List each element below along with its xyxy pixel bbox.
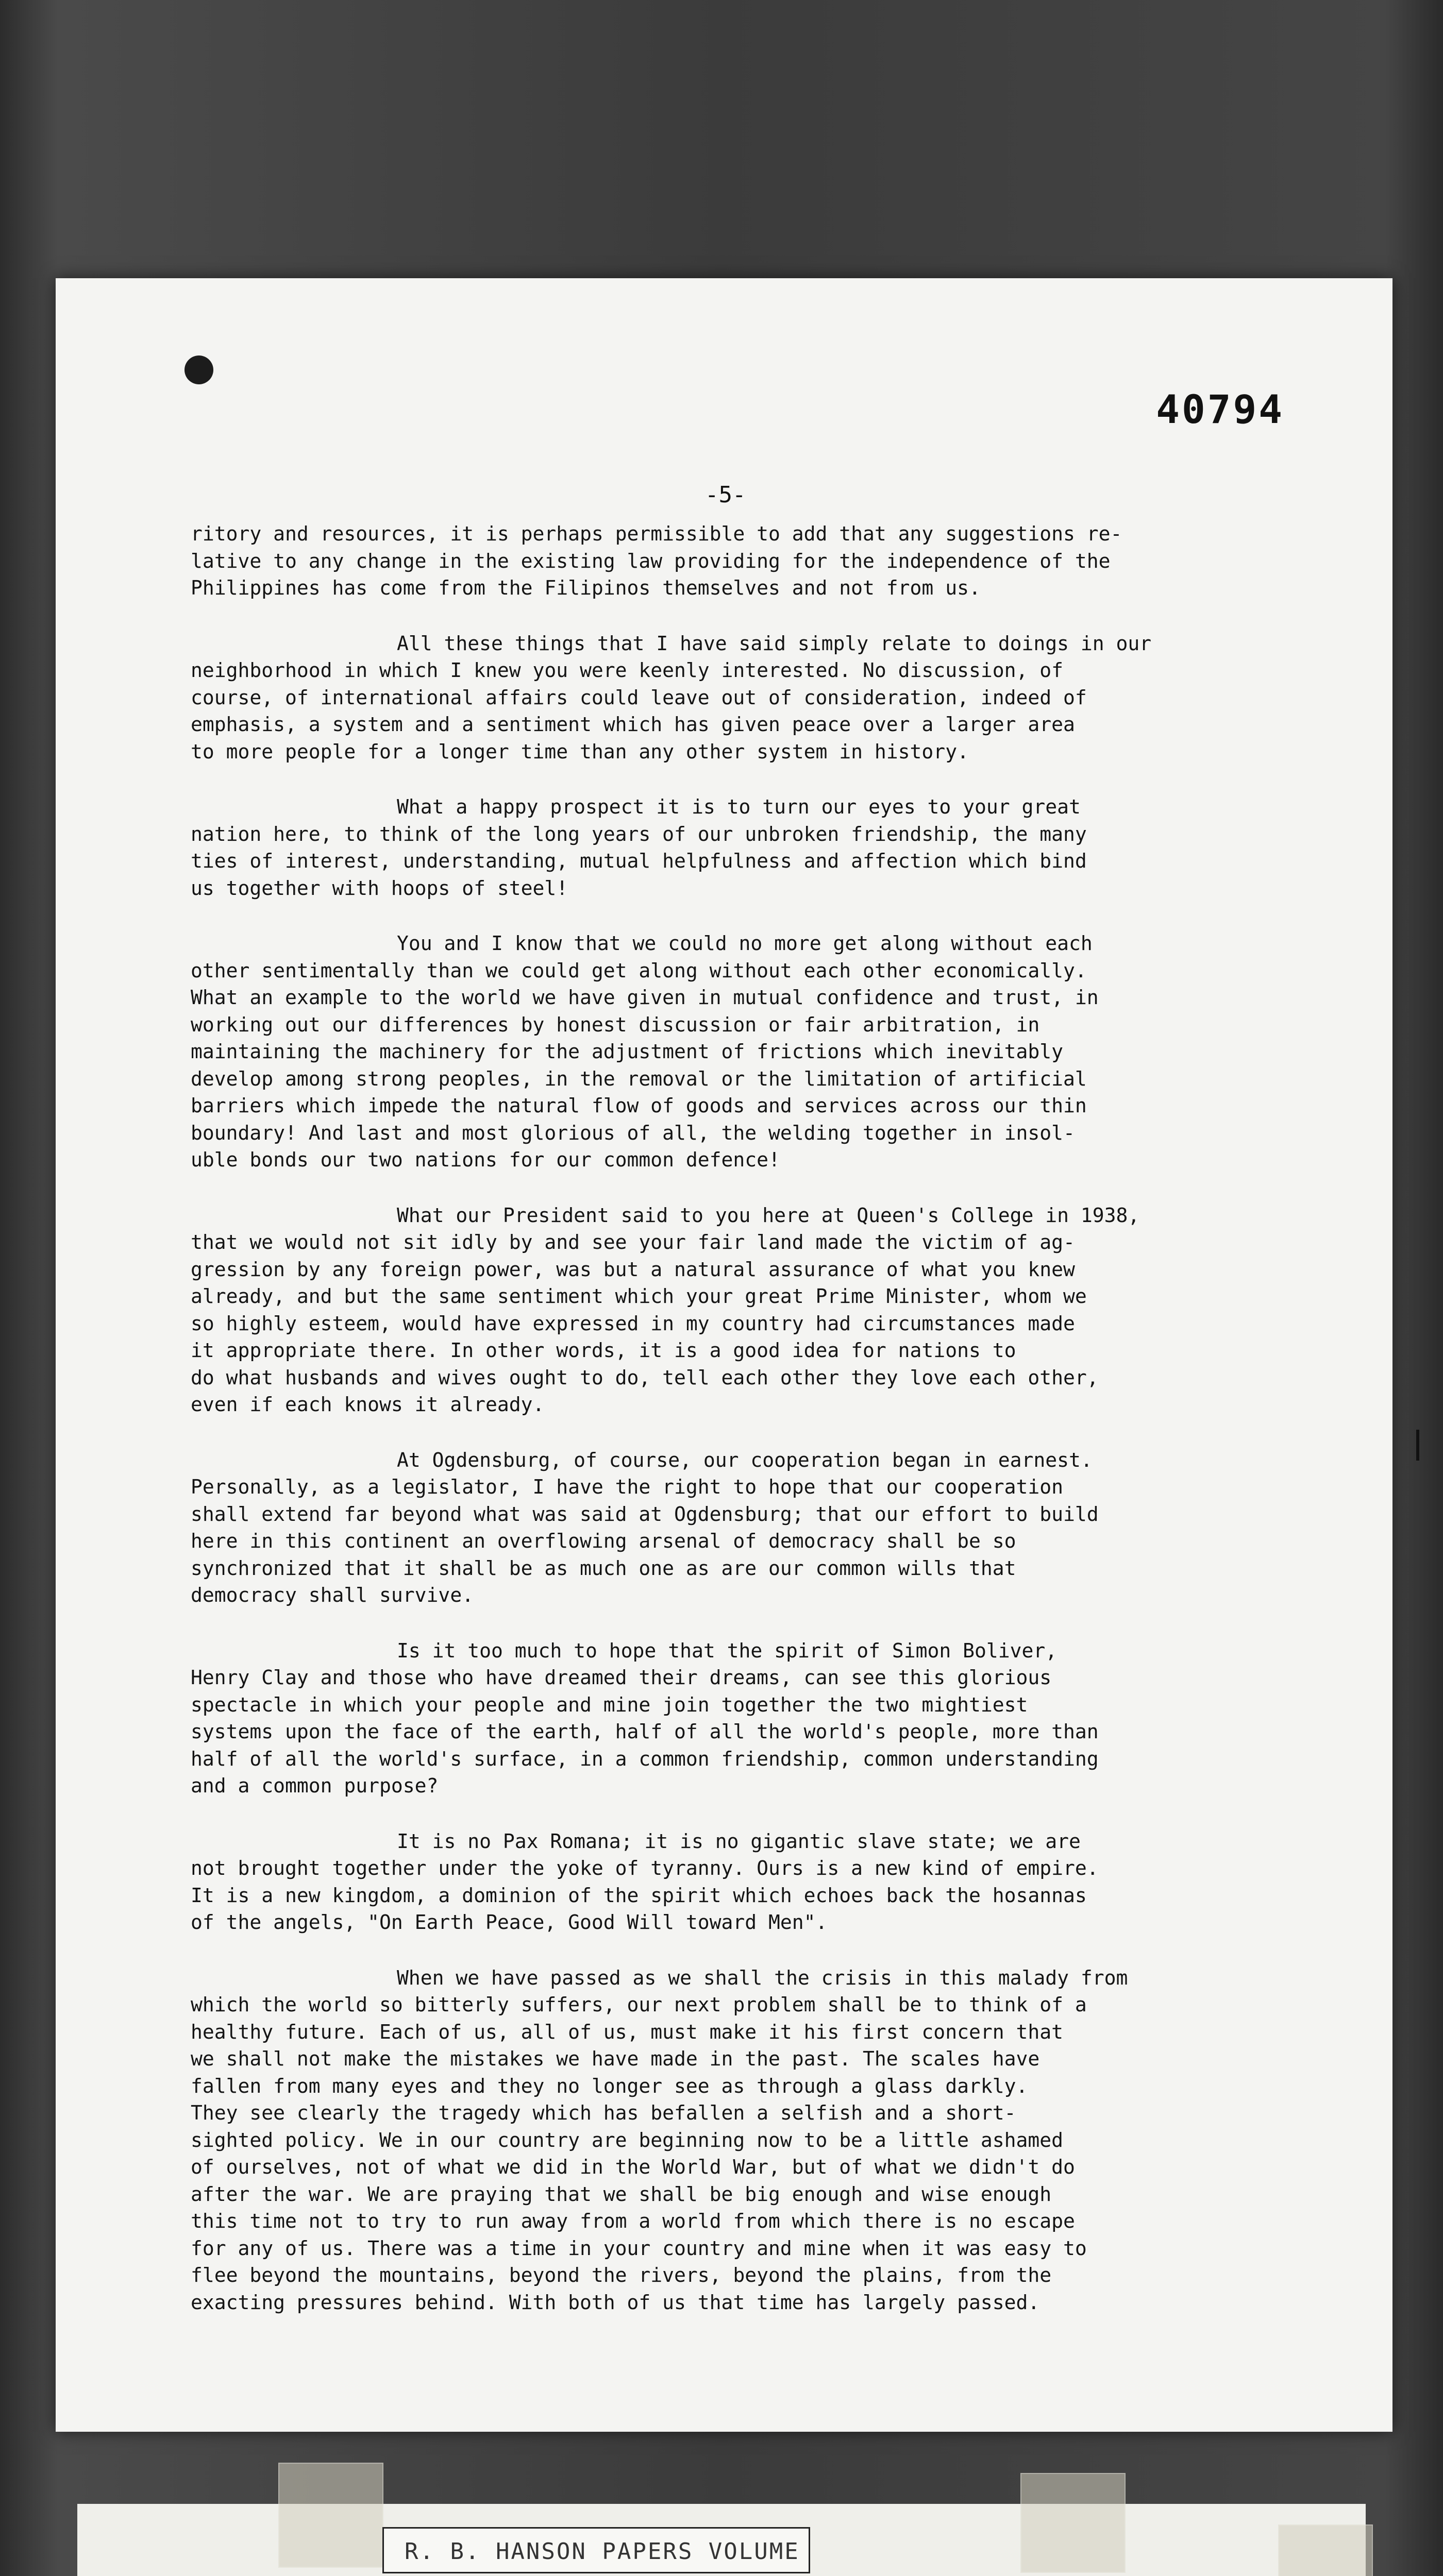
letter-body (191, 520, 1288, 2344)
paragraph: ritory and resources, it is perhaps permissible to add that any suggestions re- lative to any change in the existing law providing for the independence of the Philippines has come from the Filipinos themselves and not from us. (191, 522, 1122, 599)
document-page (56, 278, 1392, 2432)
paragraph: Is it too much to hope that the spirit of Simon Boliver, Henry Clay and those who have dreamed their dreams, can see this glorious spectacle in which your people and mine join together the two mightiest systems upon the face of the earth, half of all the world's people, more than half of all the world's surface, in a common friendship, common understanding and a common purpose? (191, 1639, 1099, 1797)
paragraph: What a happy prospect it is to turn our eyes to your great nation here, to think of the long years of our unbroken friendship, the many ties of interest, understanding, mutual helpfulness and affection which bind us together with hoops of steel! (191, 795, 1087, 900)
paragraph: When we have passed as we shall the crisis in this malady from which the world so bitterly suffers, our next problem shall be to think of a healthy future. Each of us, all of us, must make it his first concern that we shall not make the mistakes we have made in the past. The scales have fallen from many eyes and they no longer see as through a glass darkly. They see clearly the tragedy which has befallen a selfish and a short- sighted policy. We in our country are beginning now to be a little ashamed of ourselves, not of what we did in the World War, but of what we didn't do after the war. We are praying that we shall be big enough and wise enough this time not to try to run away from a world from which there is no escape for any of us. There was a time in your country and mine when it was easy to flee beyond the mountains, beyond the rivers, beyond the plains, from the exacting pressures behind. With both of us that time has largely passed. (191, 1966, 1128, 2314)
paragraph: At Ogdensburg, of course, our cooperation began in earnest. Personally, as a legislator, I have the right to hope that our cooperation shall extend far beyond what was said at Ogdensburg; that our effort to build here in this continent an overflowing arsenal of democracy shall be so synchronized that it shall be as much one as are our common wills that democracy shall survive. (191, 1448, 1099, 1606)
paragraph: It is no Pax Romana; it is no gigantic slave state; we are not brought together under the yoke of tyranny. Ours is a new kind of empire. It is a new kingdom, a dominion of the spirit which echoes back the hosannas of the angels, "On Earth Peace, Good Will toward Men". (191, 1829, 1099, 1934)
volume-label: R. B. HANSON PAPERS VOLUME (382, 2527, 810, 2573)
paragraph: All these things that I have said simply relate to doings in our neighborhood in which I knew you were keenly interested. No discussion, of course, of international affairs could leave out of consideration, indeed of emphasis, a system and a sentiment which has given peace over a larger area to more people for a longer time than any other system in history. (191, 632, 1152, 763)
tape-strip (1278, 2524, 1373, 2576)
page-number: -5- (705, 482, 746, 508)
margin-mark (1416, 1430, 1419, 1461)
tape-strip (1020, 2473, 1126, 2573)
paragraph: What our President said to you here at Queen's College in 1938, that we would not sit idly by and see your fair land made the victim of ag- gression by any foreign power, was but a natural assurance of what you knew already, and but the same sentiment which your great Prime Minister, whom we so highly esteem, would have expressed in my country had circumstances made it appropriate there. In other words, it is a good idea for nations to do what husbands and wives ought to do, tell each other they love each other, even if each knows it already. (191, 1204, 1140, 1416)
punch-hole (184, 355, 213, 384)
archive-stamp-number: 40794 (1156, 386, 1284, 432)
paragraph: You and I know that we could no more get along without each other sentimentally than we could get along without each other economically. What an example to the world we have given in mutual confidence and trust, in working out our differences by honest discussion or fair arbitration, in maintaining the machinery for the adjustment of frictions which inevitably develop among strong peoples, in the removal or the limitation of artificial barriers which impede the natural flow of goods and services across our thin boundary! And last and most glorious of all, the welding together in insol- uble bonds our two nations for our common defence! (191, 932, 1099, 1171)
tape-strip (278, 2463, 383, 2568)
